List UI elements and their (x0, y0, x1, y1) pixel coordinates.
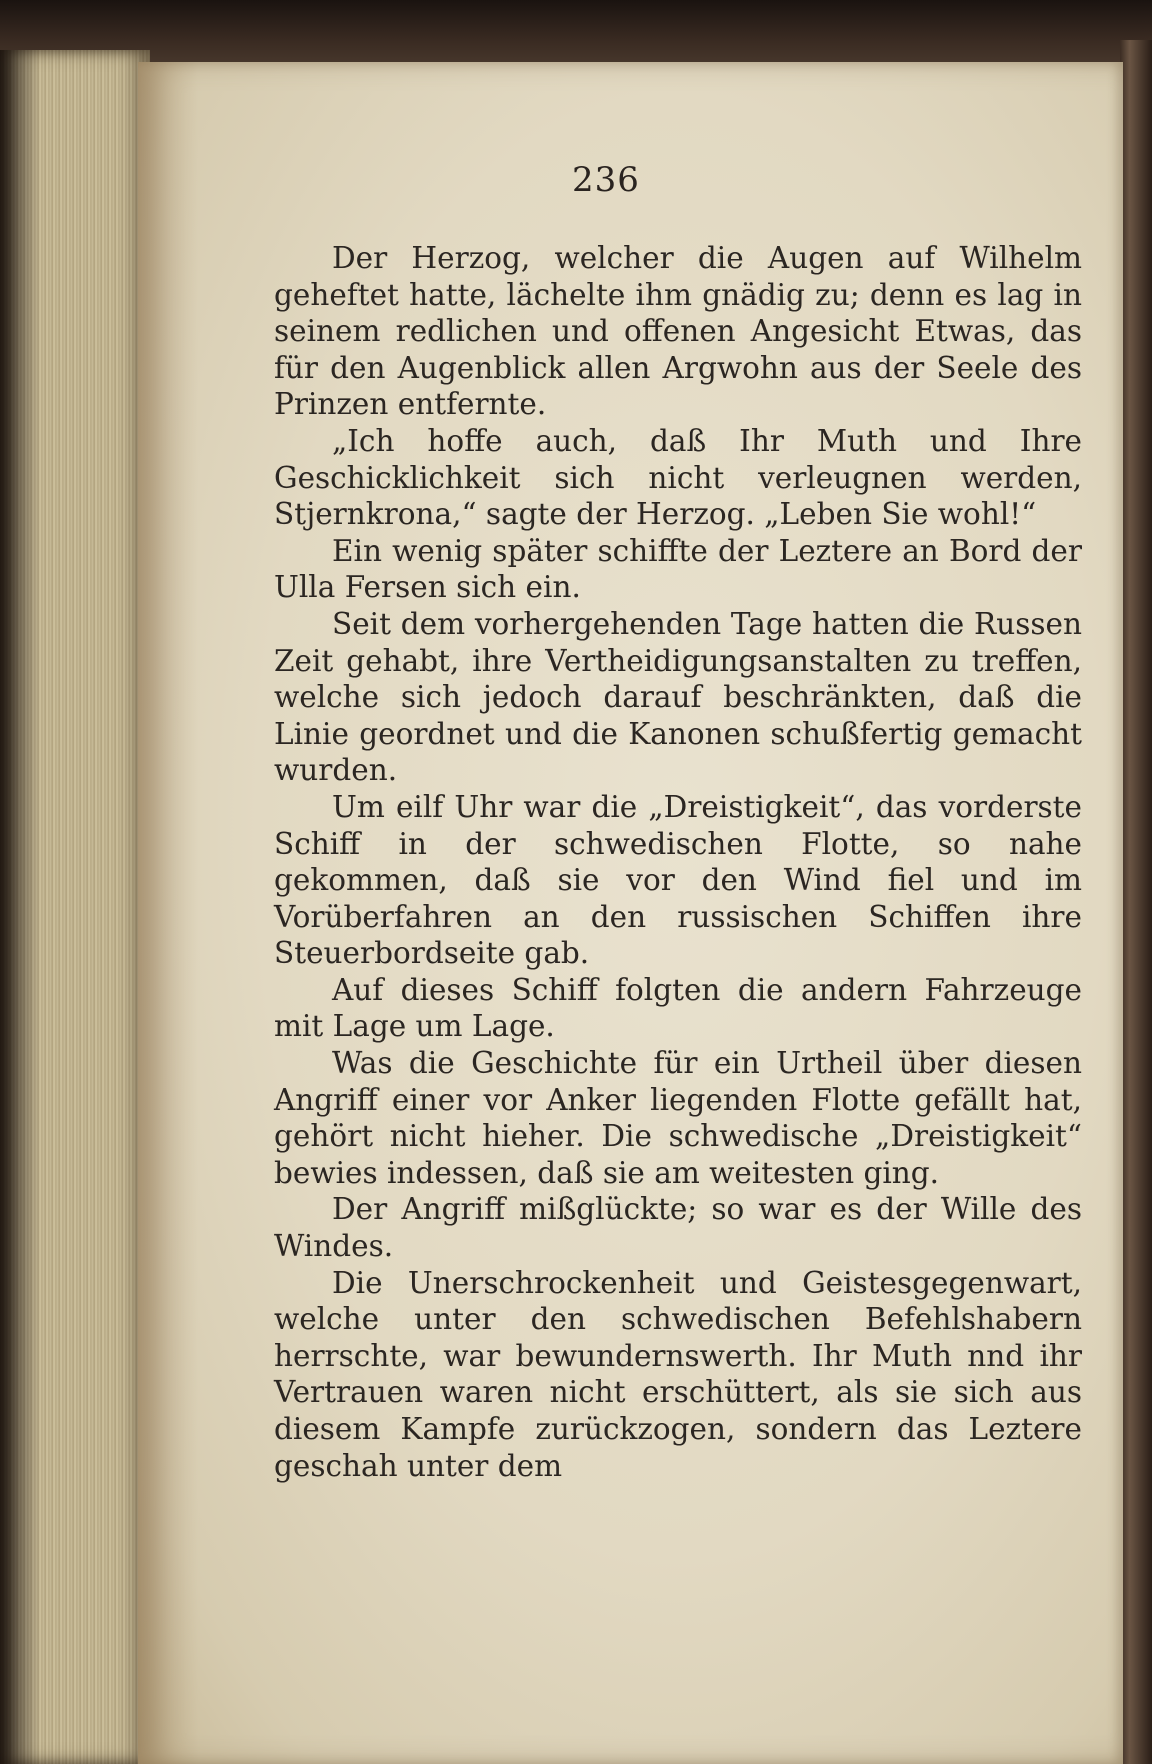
page-gutter-shadow (138, 62, 198, 1764)
paragraph: Um eilf Uhr war die „Dreistigkeit“, das vorderste Schiff in der schwedischen Flotte, so nahe gekommen, daß sie vor den Wind fiel und im Vorüberfahren an den russischen Schiffen ihre Steuerbordseite gab. (274, 789, 1082, 971)
book-cover-right (1120, 40, 1152, 1764)
paragraph: Der Herzog, welcher die Augen auf Wilhelm geheftet hatte, lächelte ihm gnädig zu; denn es lag in seinem redlichen und offenen Angesicht Etwas, das für den Augenblick allen Argwohn aus der Seele des Prinzen entfernte. (274, 241, 1082, 422)
paragraph: Die Unerschrockenheit und Geistesgegenwart, welche unter den schwedischen Befehlshabern herrschte, war bewundernswerth. Ihr Muth nnd ihr Vertrauen waren nicht erschüttert, als sie sich aus diesem Kampfe zurückzogen, sondern das Leztere geschah unter dem (274, 1265, 1082, 1483)
body-text (274, 240, 1082, 1484)
book-binding-top (0, 0, 1152, 70)
paragraph: Ein wenig später schiffte der Leztere an Bord der Ulla Fersen sich ein. (274, 533, 1082, 605)
paragraph: „Ich hoffe auch, daß Ihr Muth und Ihre Geschicklichkeit sich nicht verleugnen werden, Stjernkrona,“ sagte der Herzog. „Leben Sie wohl!“ (274, 423, 1082, 532)
page-number: 236 (572, 160, 640, 200)
paragraph: Der Angriff mißglückte; so war es der Wille des Windes. (274, 1192, 1082, 1264)
paragraph: Was die Geschichte für ein Urtheil über diesen Angriff einer vor Anker liegenden Flotte gefällt hat, gehört nicht hieher. Die schwedische „Dreistigkeit“ bewies indessen, daß sie am weitesten ging. (274, 1046, 1082, 1190)
paragraph: Auf dieses Schiff folgten die andern Fahrzeuge mit Lage um Lage. (274, 972, 1082, 1044)
paragraph: Seit dem vorhergehenden Tage hatten die Russen Zeit gehabt, ihre Vertheidigungsanstalten zu treffen, welche sich jedoch darauf beschränkten, daß die Linie geordnet und die Kanonen schußfertig gemacht wurden. (274, 606, 1082, 788)
edge-shadow (0, 50, 40, 1764)
